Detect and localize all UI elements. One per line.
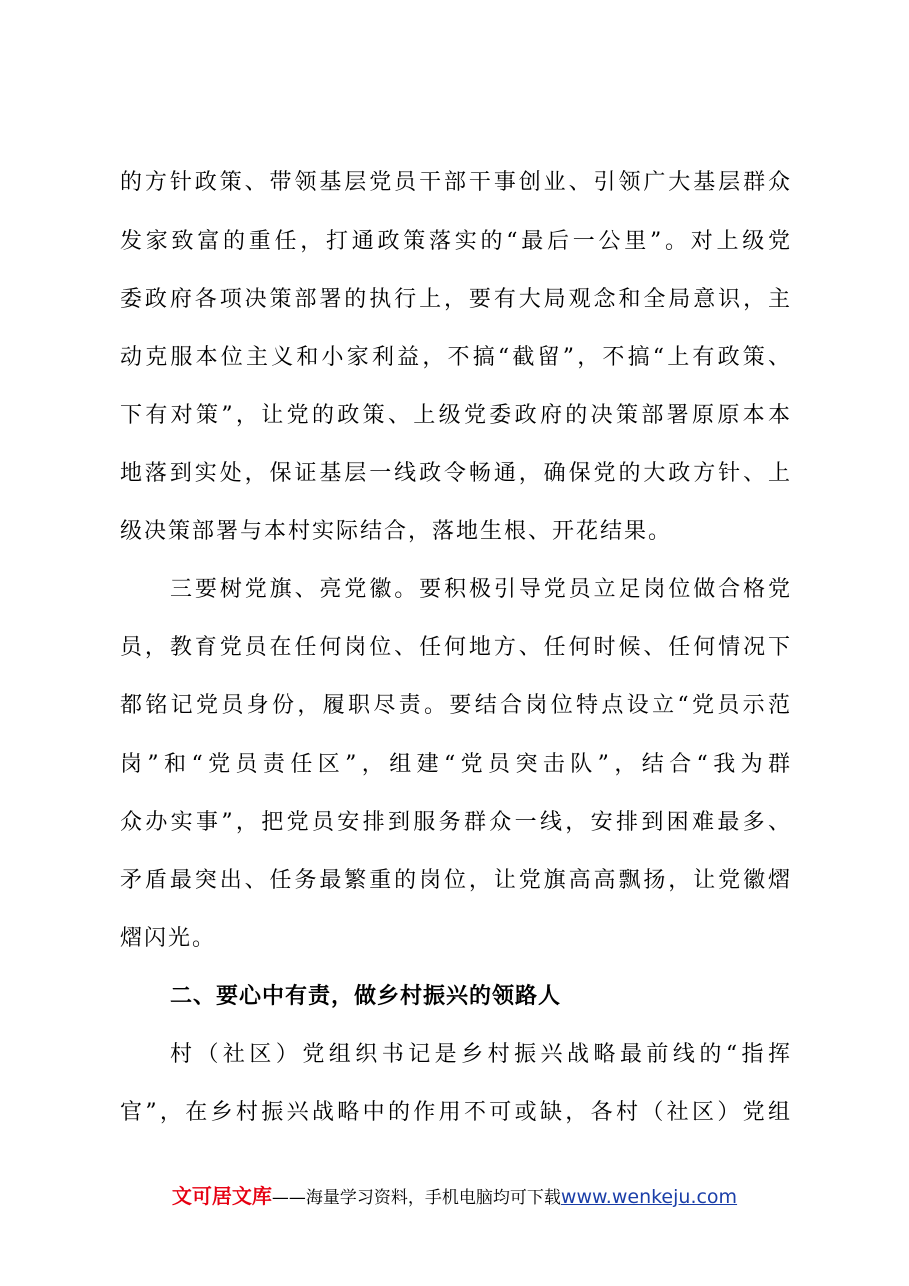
paragraph-first-line: 村（社区）党组织书记是乡村振兴战略最前线的“指挥 [170,1042,792,1067]
body-line: 熠闪光。 [120,926,217,951]
footer-slogan: ——海量学习资料，手机电脑均可下载 [271,1188,561,1208]
body-line: 官”，在乡村振兴战略中的作用不可或缺，各村（社区）党组 [120,1100,792,1125]
body-line: 委政府各项决策部署的执行上，要有大局观念和全局意识，主 [120,287,792,312]
footer-brand: 文可居文库 [171,1184,272,1208]
body-line: 地落到实处，保证基层一线政令畅通，确保党的大政方针、上 [120,461,792,486]
body-line: 发家致富的重任，打通政策落实的“最后一公里”。对上级党 [120,229,792,254]
paragraph-first-line: 三要树党旗、亮党徽。要积极引导党员立足岗位做合格党 [170,577,792,602]
body-line: 岗”和“党员责任区”，组建“党员突击队”，结合“我为群 [120,752,792,777]
body-line: 下有对策”，让党的政策、上级党委政府的决策部署原原本本 [120,403,792,428]
body-line: 员，教育党员在任何岗位、任何地方、任何时候、任何情况下 [120,635,792,660]
section-heading: 二、要心中有责，做乡村振兴的领路人 [170,984,562,1009]
body-line: 众办实事”，把党员安排到服务群众一线，安排到困难最多、 [120,810,792,835]
body-line: 都铭记党员身份，履职尽责。要结合岗位特点设立“党员示范 [120,693,792,718]
body-line: 级决策部署与本村实际结合，落地生根、开花结果。 [120,519,673,544]
footer-website-link[interactable]: www.wenkeju.com [560,1186,738,1208]
body-line: 矛盾最突出、任务最繁重的岗位，让党旗高高飘扬，让党徽熠 [120,868,792,893]
footer-banner [0,1180,909,1216]
body-line: 的方针政策、带领基层党员干部干事创业、引领广大基层群众 [120,170,792,195]
body-line: 动克服本位主义和小家利益，不搞“截留”，不搞“上有政策、 [120,345,792,370]
